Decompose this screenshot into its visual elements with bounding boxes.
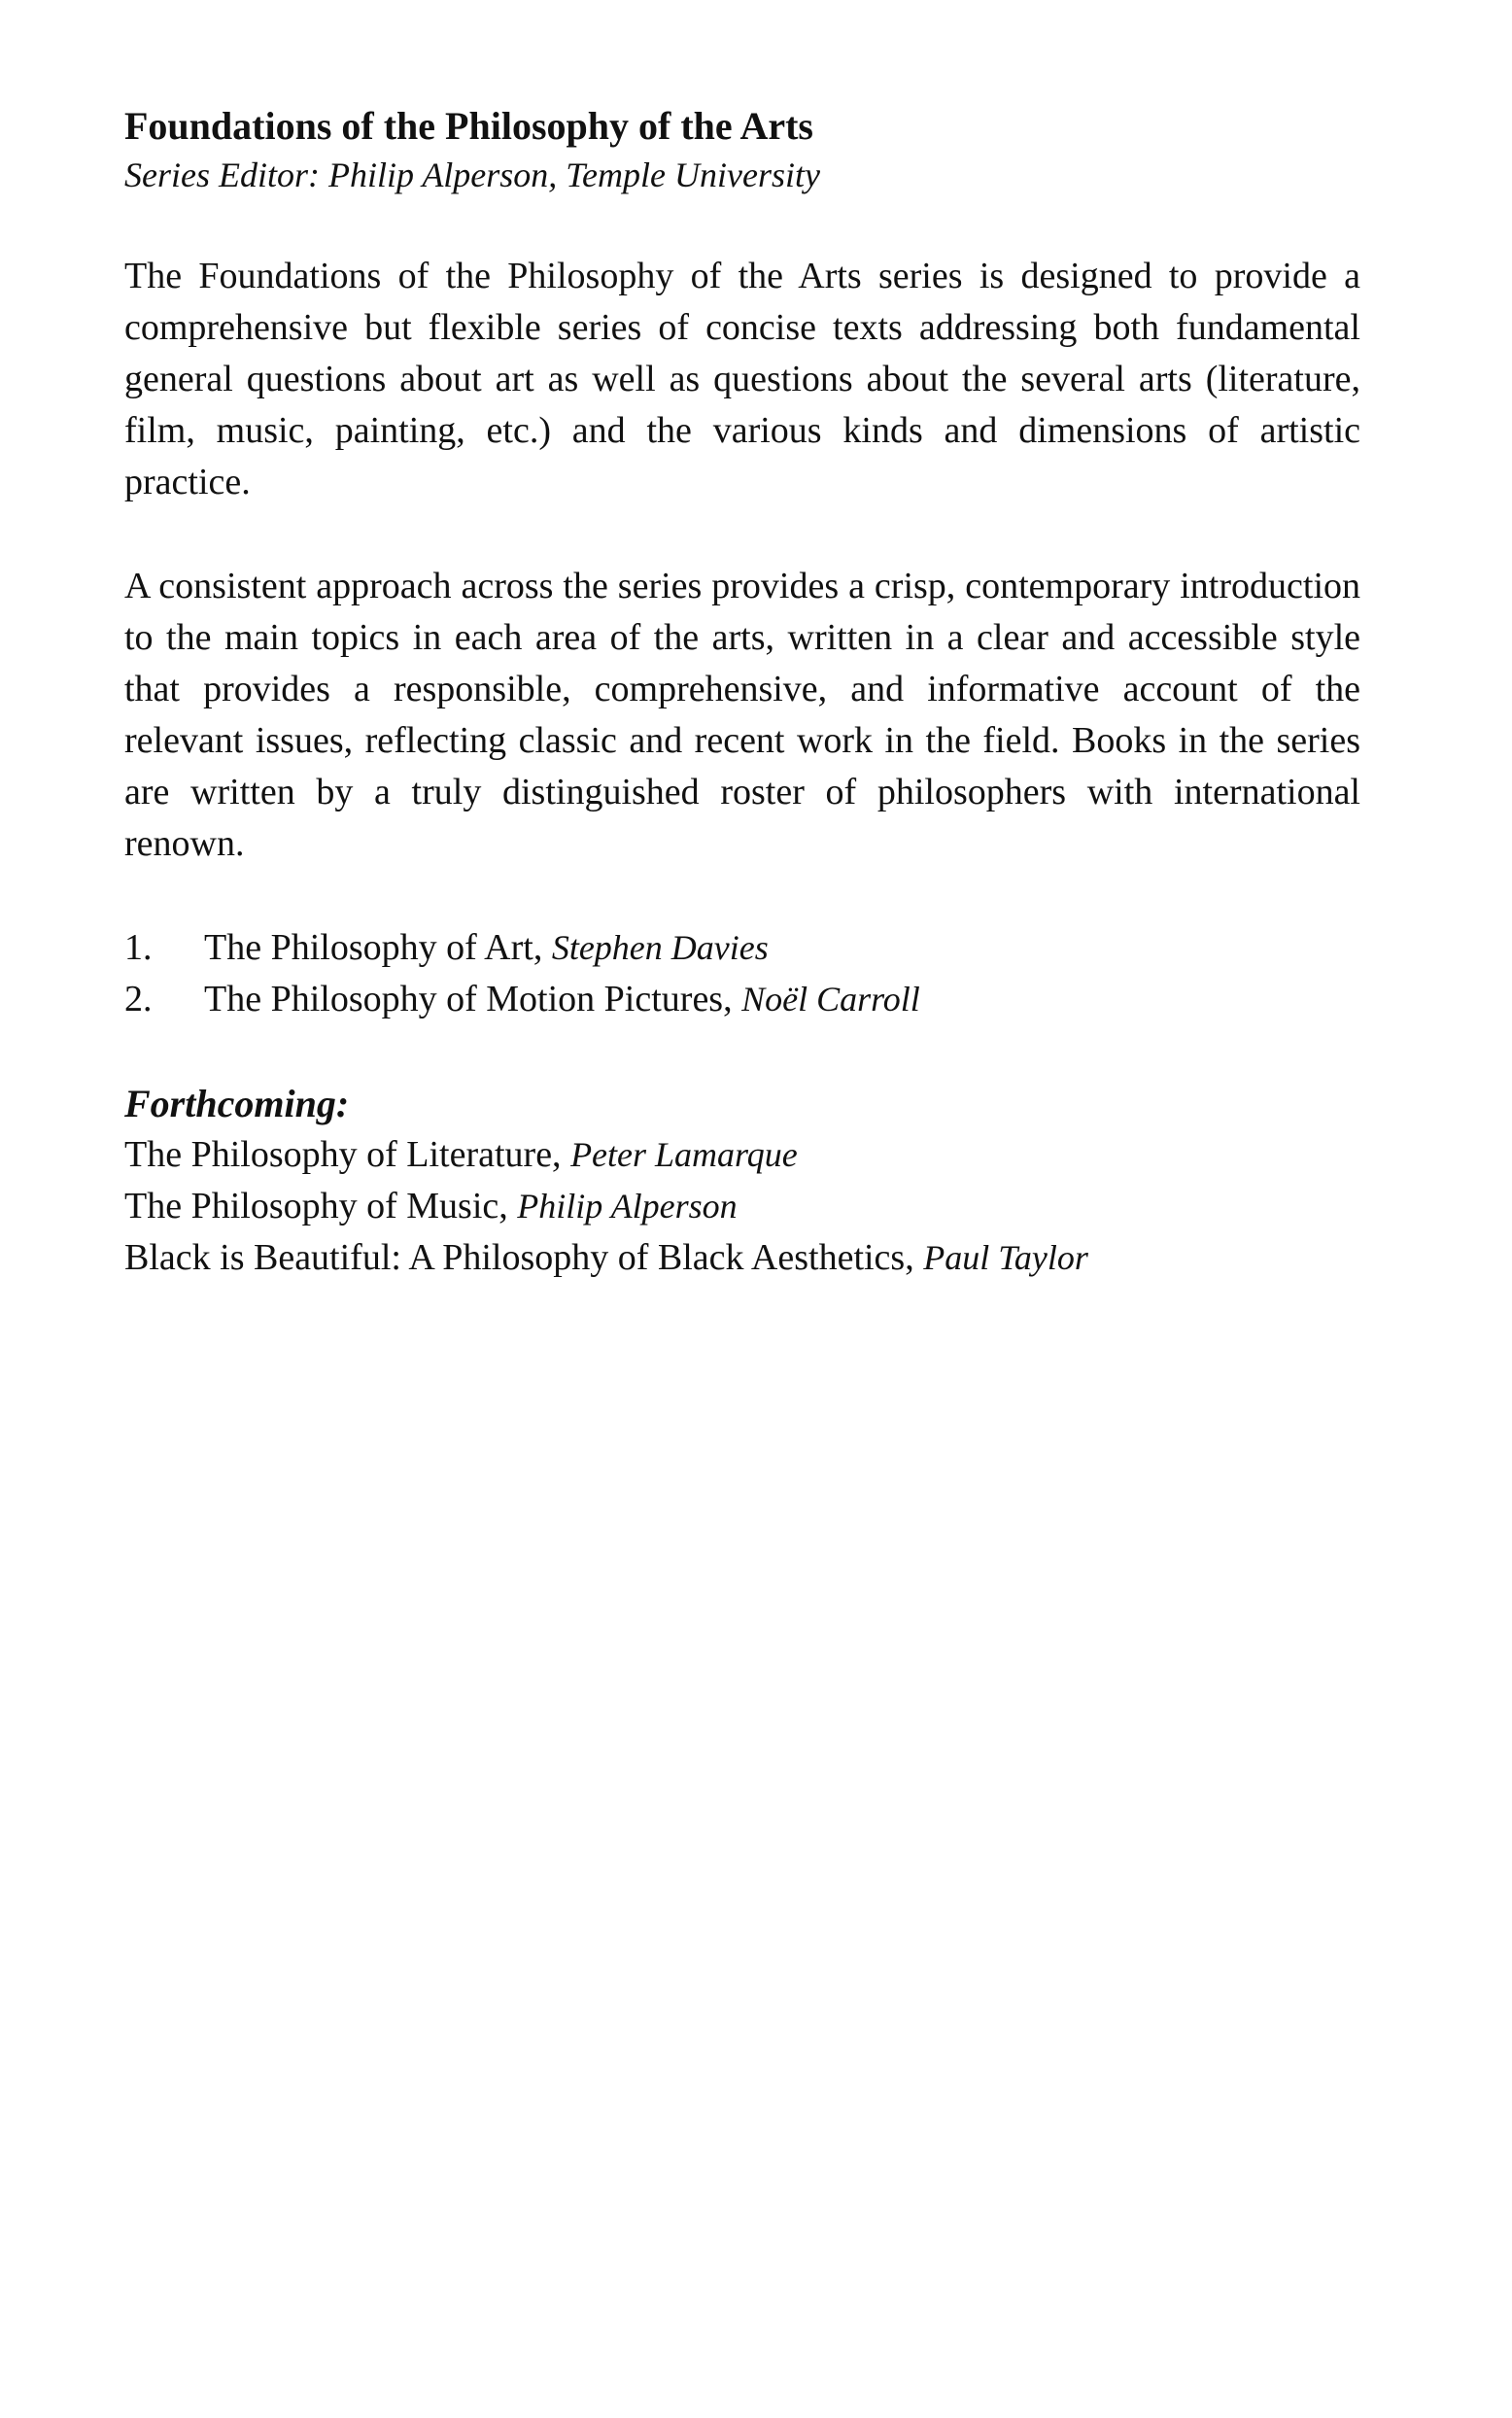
book-title: The Philosophy of Literature, [124,1134,562,1175]
book-title: The Philosophy of Music, [124,1186,508,1226]
book-list-item [124,974,1360,1025]
forthcoming-books-list [124,1129,1360,1284]
book-author: Paul Taylor [923,1238,1088,1277]
book-number: 1. [124,927,153,968]
book-entry [204,974,920,1025]
series-title: Foundations of the Philosophy of the Arts [124,104,813,148]
book-author: Philip Alperson [517,1187,738,1226]
forthcoming-heading: Forthcoming: [124,1082,350,1125]
forthcoming-list-item [124,1232,1360,1284]
published-books-list [124,922,1360,1025]
series-editor: Series Editor: Philip Alperson, Temple University [124,155,820,194]
book-author: Peter Lamarque [570,1135,798,1174]
book-title: Black is Beautiful: A Philosophy of Black Aesthetics, [124,1237,914,1278]
book-title: The Philosophy of Art, [204,927,543,968]
series-page [124,101,1360,1284]
description-paragraph-2: A consistent approach across the series provides a crisp, contemporary introduction to the main topics in each area of the arts, written in a clear and accessible style that provides a responsible, comprehensive, and informative account of the relevant issues, reflecting classic and recent work in the field. Books in the series are written by a truly distinguished roster of philosophers with international renown. [124,566,1360,864]
description-paragraph-1: The Foundations of the Philosophy of the Arts series is designed to provide a comprehensive but flexible series of concise texts addressing both fundamental general questions about art as well as questions about the several arts (literature, film, music, painting, etc.) and the various kinds and dimensions of artistic practice. [124,256,1360,502]
book-list-item [124,922,1360,974]
book-number: 2. [124,979,153,1019]
book-author: Stephen Davies [551,928,769,967]
forthcoming-list-item [124,1181,1360,1232]
forthcoming-list-item [124,1129,1360,1181]
book-author: Noël Carroll [741,980,920,1019]
book-entry [204,922,769,974]
book-title: The Philosophy of Motion Pictures, [204,979,733,1019]
